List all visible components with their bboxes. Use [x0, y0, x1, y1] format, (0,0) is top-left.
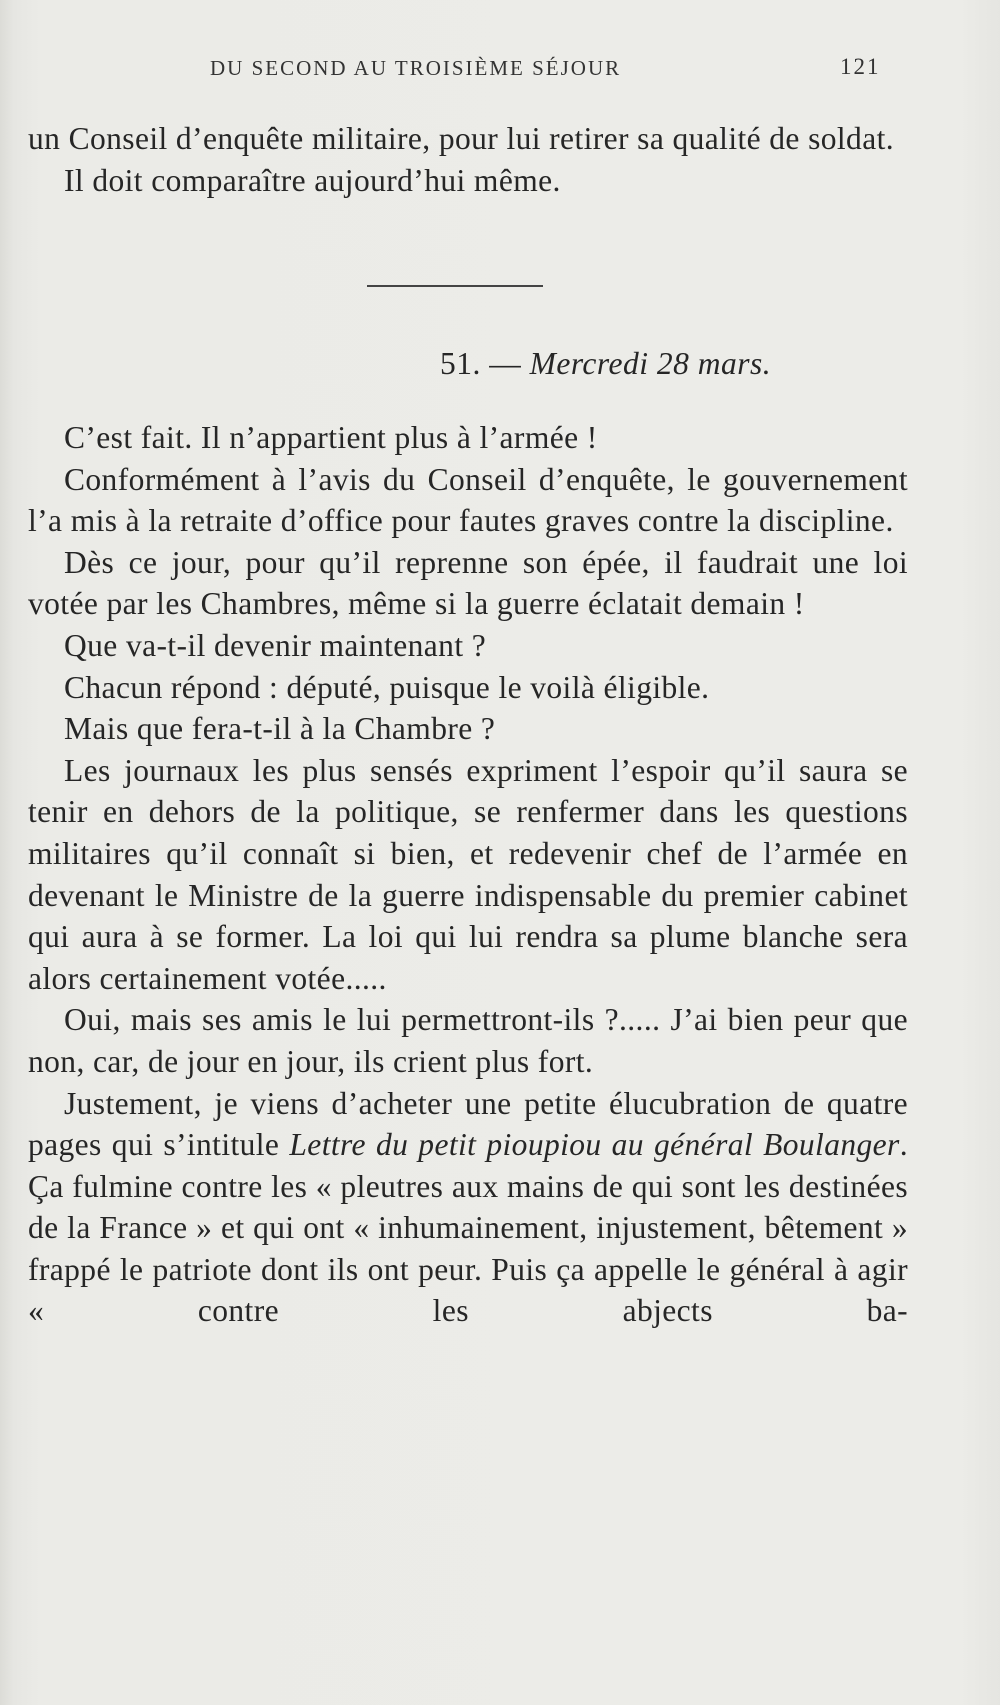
entry-date: Mercredi 28 mars. [529, 346, 772, 381]
paragraph: Que va-t-il devenir maintenant ? [64, 627, 487, 663]
entry-text [28, 417, 908, 1332]
pamphlet-title: Lettre du petit pioupiou au général Boulanger [289, 1127, 900, 1163]
paragraph-text: . Ça fulmine contre les « pleutres aux mains de qui sont les destinées de la France » et qui ont « inhumainement, injustement, bêtement » frappé le patriote dont ils ont peur. Puis ça appelle le général à agir « contre les abjects ba- [28, 1127, 908, 1329]
paragraph: Oui, mais ses amis le lui permettront-ils ?..... J’ai bien peur que non, car, de jour en jour, ils crient plus fort. [28, 1002, 908, 1079]
section-divider [367, 285, 543, 287]
intro-paragraph: un Conseil d’enquête militaire, pour lui retirer sa qualité de soldat. [28, 121, 895, 156]
intro-paragraph: Il doit comparaître aujourd’hui même. [64, 162, 561, 198]
paragraph [28, 1083, 908, 1333]
paragraph: Les journaux les plus sensés expriment l’espoir qu’il saura se tenir en dehors de la politique, se renfermer dans les questions militaires qu’il connaît si bien, et redevenir chef de l’armée en devenant le Ministre de la guerre indispensable du premier cabinet qui aura à se former. La loi qui lui rendra sa plume blanche sera alors certainement votée..... [28, 752, 908, 996]
intro-text [28, 118, 908, 201]
paragraph: Mais que fera-t-il à la Chambre ? [64, 711, 496, 747]
paragraph: Conformément à l’avis du Conseil d’enquête, le gouvernement l’a mis à la retraite d’office pour fautes graves contre la discipline. [28, 461, 908, 539]
entry-number: 51. — [440, 346, 522, 381]
entry-heading [440, 346, 771, 382]
page-number: 121 [840, 54, 881, 79]
paragraph: C’est fait. Il n’appartient plus à l’armée ! [64, 420, 598, 455]
paragraph: Chacun répond : député, puisque le voilà éligible. [64, 669, 710, 705]
paragraph: Dès ce jour, pour qu’il reprenne son épée, il faudrait une loi votée par les Chambres, même si la guerre éclatait demain ! [28, 544, 908, 622]
running-title: DU SECOND AU TROISIÈME SÉJOUR [210, 56, 622, 80]
paragraph-text: Justement, je viens d’acheter une petite élucubration de quatre pages qui s’intitule [28, 1085, 908, 1163]
